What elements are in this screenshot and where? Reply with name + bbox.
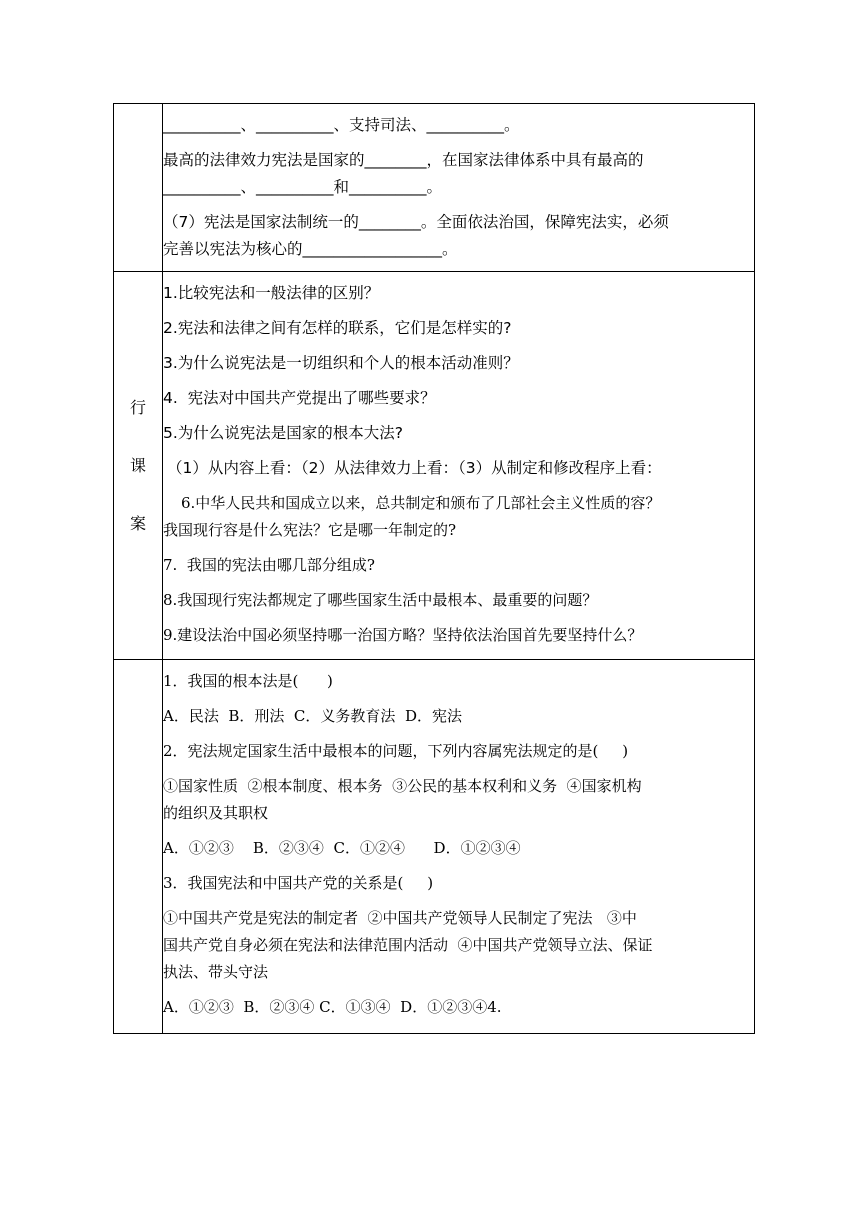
lesson-label-cell	[114, 272, 163, 660]
exercise-content	[163, 660, 755, 1034]
review-label-cell	[114, 104, 163, 272]
fill-blank-line: （7）宪法是国家法制统一的________。全面依法治国，保障宪法实，必须	[163, 213, 669, 231]
question-4: 4. 宪法对中国共产党提出了哪些要求？	[163, 389, 436, 407]
review-content	[163, 104, 755, 272]
worksheet-table	[113, 103, 755, 1034]
question-3: 3.为什么说宪法是一切组织和个人的根本活动准则？	[163, 354, 519, 372]
question-2: 2.宪法和法律之间有怎样的联系，它们是怎样实的?	[163, 319, 512, 337]
row-label-char: 案	[129, 513, 146, 533]
exercise-2-items: ①国家性质 ②根本制度、根本务 ③公民的基本权利和义务 ④国家机构	[163, 777, 642, 795]
lesson-questions	[163, 272, 755, 660]
exercise-1: 1．我国的根本法是( )	[163, 672, 333, 690]
exercise-1-options: A．民法 B．刑法 C．义务教育法 D．宪法	[163, 707, 462, 725]
fill-blank-line: __________、__________、支持司法、__________。	[163, 116, 520, 134]
exercise-3-items: ①中国共产党是宪法的制定者 ②中国共产党领导人民制定了宪法 ③中	[163, 909, 637, 927]
question-7: 7. 我国的宪法由哪几部分组成?	[163, 556, 375, 574]
exercise-label-cell	[114, 660, 163, 1034]
row-label-char: 行	[129, 397, 146, 417]
exercise-row	[114, 660, 755, 1034]
fill-blank-line: 完善以宪法为核心的__________________。	[163, 240, 458, 258]
question-5: 5.为什么说宪法是国家的根本大法?	[163, 424, 404, 442]
fill-blank-line: 最高的法律效力宪法是国家的________，在国家法律体系中具有最高的	[163, 151, 644, 169]
exercise-3-items-cont: 国共产党自身必须在宪法和法律范围内活动 ④中国共产党领导立法、保证	[163, 936, 653, 954]
exercise-3-items-cont: 执法、带头守法	[163, 963, 269, 981]
exercise-3: 3．我国宪法和中国共产党的关系是( )	[163, 874, 434, 892]
question-9: 9.建设法治中国必须坚持哪一治国方略？坚持依法治国首先要坚持什么？	[163, 626, 643, 644]
question-6-cont: 我国现行容是什么宪法？它是哪一年制定的?	[163, 521, 457, 539]
question-5-subparts: （1）从内容上看：（2）从法律效力上看：（3）从制定和修改程序上看：	[167, 459, 662, 477]
review-row	[114, 104, 755, 272]
fill-blank-line: __________、__________和__________。	[163, 178, 443, 196]
lesson-row	[114, 272, 755, 660]
question-8: 8.我国现行宪法都规定了哪些国家生活中最根本、最重要的问题？	[163, 591, 598, 609]
question-1: 1.比较宪法和一般法律的区别？	[163, 284, 380, 302]
exercise-3-options: A．①②③ B．②③④ C．①③④ D．①②③④4.	[163, 998, 502, 1016]
exercise-2: 2．宪法规定国家生活中最根本的问题，下列内容属宪法规定的是( )	[163, 742, 629, 760]
question-6: 6.中华人民共和国成立以来，总共制定和颁布了几部社会主义性质的容？	[181, 494, 661, 512]
exercise-2-options: A．①②③ B．②③④ C．①②④ D．①②③④	[163, 839, 521, 857]
exercise-2-items-cont: 的组织及其职权	[163, 804, 269, 822]
row-label-char: 课	[129, 455, 146, 475]
